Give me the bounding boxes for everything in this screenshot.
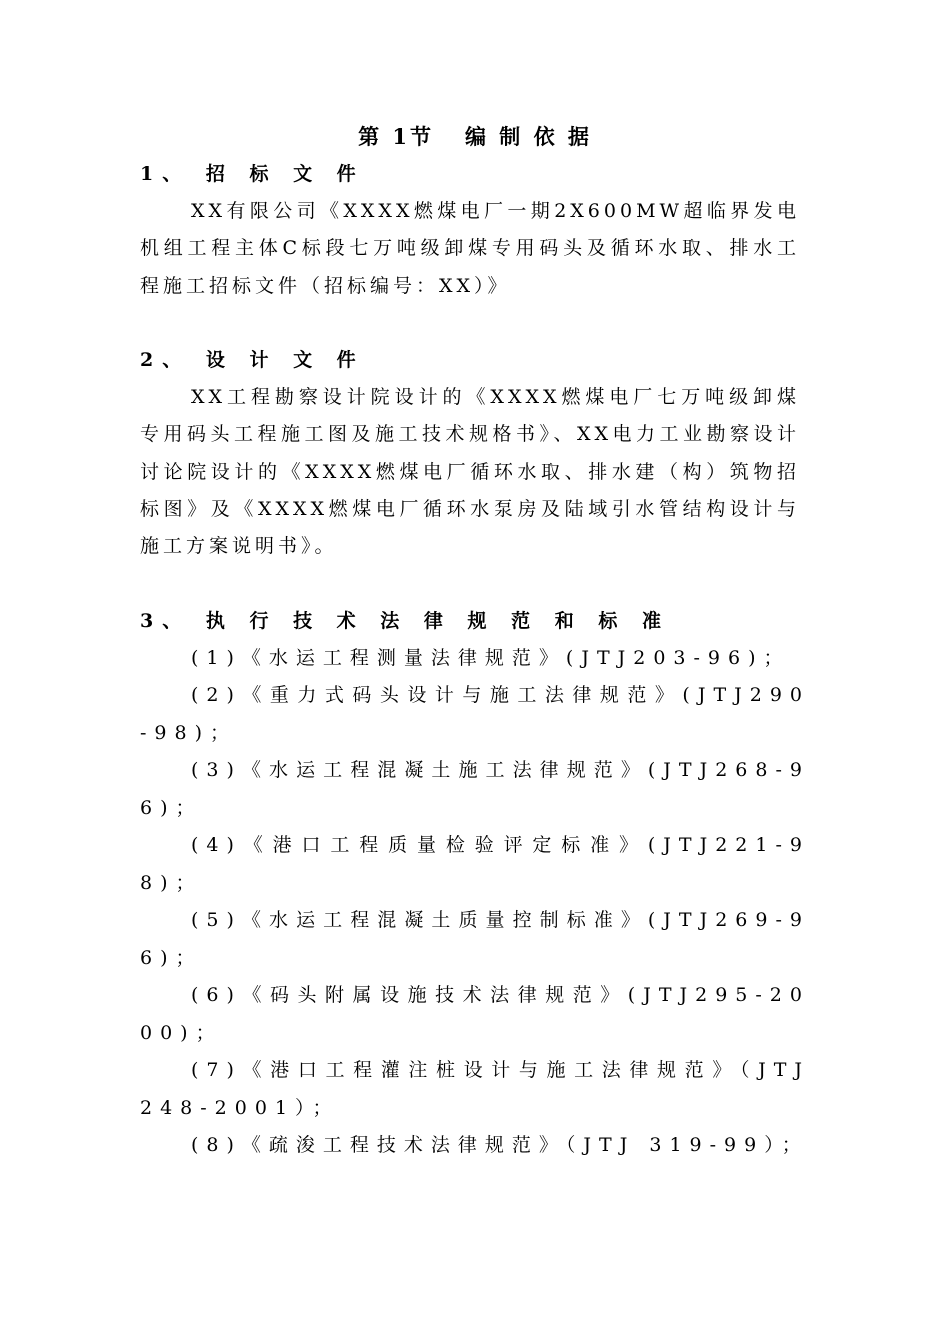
paragraph-design-documents: XX工程勘察设计院设计的《XXXX燃煤电厂七万吨级卸煤专用码头工程施工图及施工技术规格书》、XX电力工业勘察设计讨论院设计的《XXXX燃煤电厂循环水取、排水建（构）筑物招标图》及《XXXX燃煤电厂循环水泵房及陆域引水管结构设计与施工方案说明书》。 xyxy=(140,386,800,558)
heading-tender-documents: 1、 招 标 文 件 xyxy=(140,163,365,185)
standard-item: (3)《水运工程混凝土施工法律规范》(JTJ268-96)； xyxy=(140,759,810,819)
standard-item: (8)《疏浚工程技术法律规范》（JTJ 319-99）； xyxy=(191,1134,809,1156)
paragraph-tender-documents: XX有限公司《XXXX燃煤电厂一期2X600MW超临界发电机组工程主体C标段七万吨级卸煤专用码头及循环水取、排水工程施工招标文件（招标编号：XX）》 xyxy=(140,200,800,297)
heading-design-documents: 2、 设 计 文 件 xyxy=(140,349,365,371)
standard-item: (4)《港口工程质量检验评定标准》(JTJ221-98)； xyxy=(140,834,810,894)
heading-technical-standards: 3、 执 行 技 术 法 律 规 范 和 标 准 xyxy=(140,610,670,632)
standard-item: (5)《水运工程混凝土质量控制标准》(JTJ269-96)； xyxy=(140,909,810,969)
standard-item: (1)《水运工程测量法律规范》(JTJ203-96)； xyxy=(191,647,791,669)
section-title: 第 1节 编 制 依 据 xyxy=(358,124,592,149)
standard-item: (6)《码头附属设施技术法律规范》(JTJ295-2000)； xyxy=(140,984,810,1044)
standard-item: (2)《重力式码头设计与施工法律规范》(JTJ290-98)； xyxy=(140,684,810,744)
standard-item: (7)《港口工程灌注桩设计与施工法律规范》（JTJ 248-2001）； xyxy=(140,1059,810,1119)
